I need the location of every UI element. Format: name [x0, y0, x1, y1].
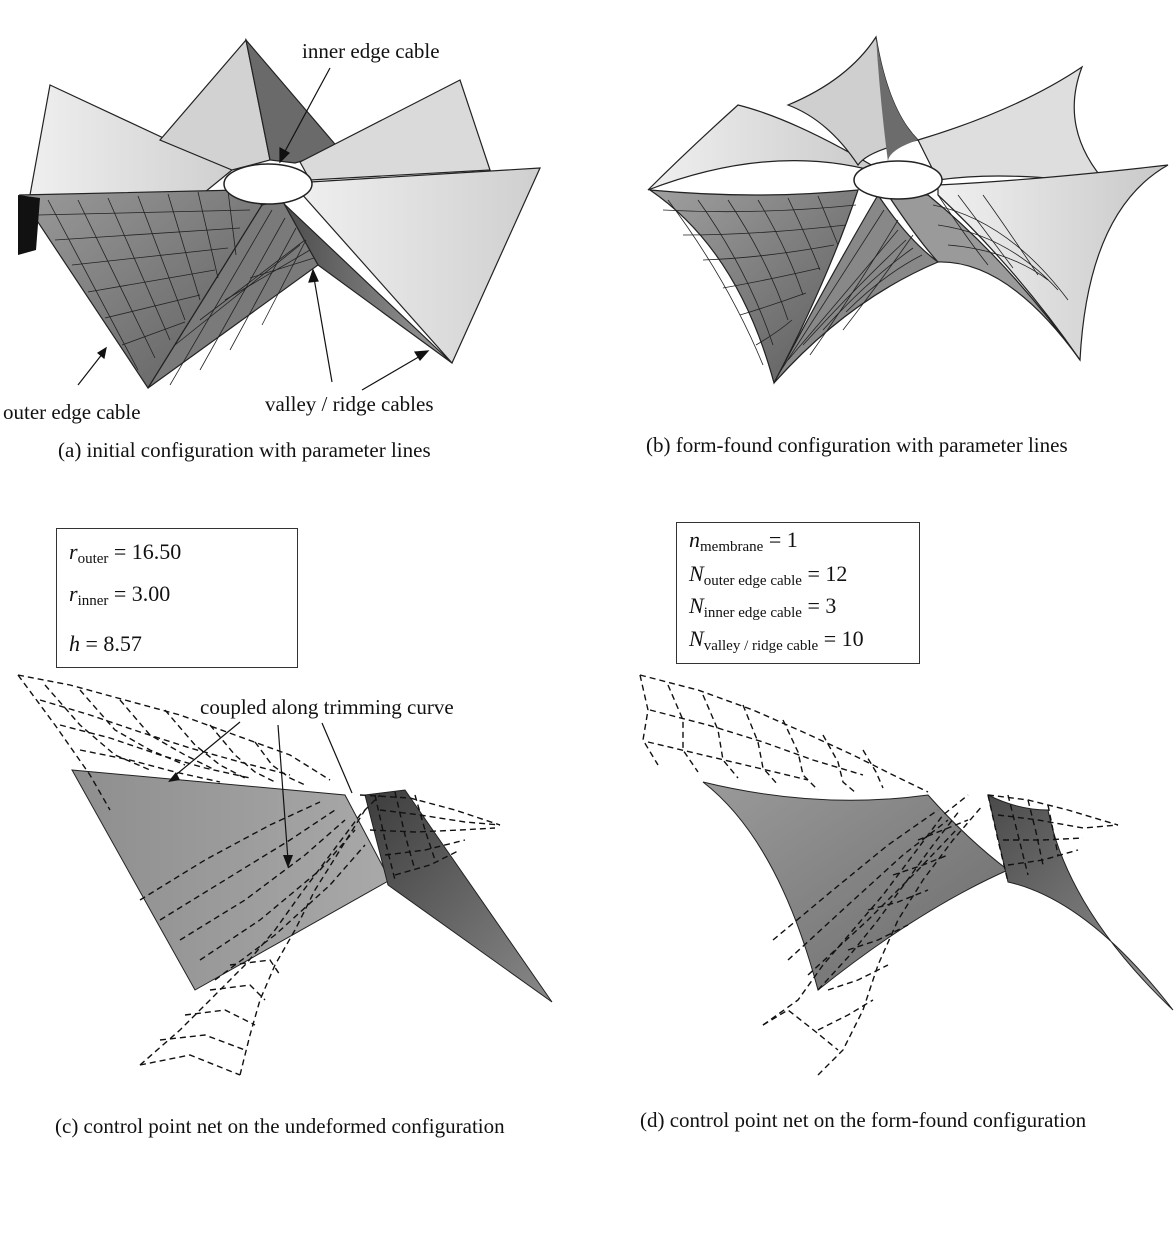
- param-h: h = 8.57: [69, 631, 142, 656]
- caption-d: (d) control point net on the form-found configuration: [640, 1108, 1087, 1132]
- panel-d: [588, 510, 1176, 1170]
- membrane-patch-right: [365, 790, 552, 1002]
- form-found-configuration-figure: [588, 0, 1176, 470]
- caption-b: (b) form-found configuration with parameter lines: [646, 433, 1068, 457]
- panel-a: [0, 0, 588, 470]
- inner-edge-cable-label: inner edge cable: [302, 39, 440, 63]
- caption-c: (c) control point net on the undeformed configuration: [55, 1114, 505, 1138]
- membrane-front-left-edge: [18, 195, 40, 255]
- inner-ring-opening: [854, 161, 942, 199]
- inner-ring-opening: [224, 164, 312, 204]
- param-r-outer: $r_{outer} = 16.50$: [69, 539, 182, 567]
- caption-a: (a) initial configuration with parameter lines: [58, 438, 431, 462]
- membrane-patch-left: [72, 770, 390, 990]
- membrane-sail-back-right: [300, 80, 490, 180]
- valley-ridge-cables-label: valley / ridge cables: [265, 392, 434, 416]
- outer-edge-cable-label: outer edge cable: [3, 400, 141, 424]
- param-n-valley-ridge-cable: $N_{valley / ridge cable} = 10$: [689, 626, 864, 654]
- panel-c: [0, 510, 588, 1170]
- param-n-outer-edge-cable: $N_{outer edge cable} = 12$: [689, 561, 848, 589]
- param-n-inner-edge-cable: $N_{inner edge cable} = 3$: [689, 593, 837, 621]
- param-n-membrane: $n_{membrane} = 1$: [689, 527, 798, 555]
- membrane-sail-back-right: [918, 67, 1108, 185]
- param-r-inner: $r_{inner} = 3.00$: [69, 581, 171, 609]
- coupled-along-trimming-curve-label: coupled along trimming curve: [200, 695, 454, 719]
- control-point-net-form-found-figure: [588, 510, 1176, 1110]
- panel-b: [588, 0, 1176, 470]
- control-point-net-undeformed-figure: [0, 510, 588, 1110]
- membrane-patch-left: [703, 782, 1008, 990]
